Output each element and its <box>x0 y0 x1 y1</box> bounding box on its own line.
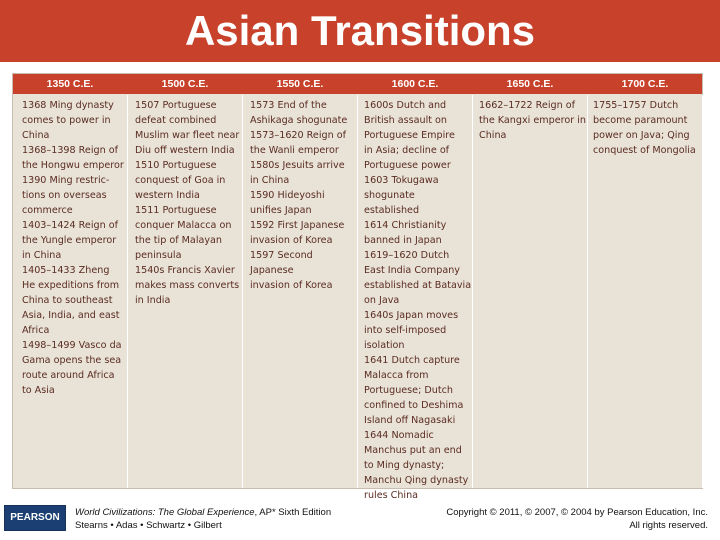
events-1650: 1662–1722 Reign of the Kangxi emperor in China <box>479 100 586 141</box>
events-1500: 1507 Portuguese defeat combined Muslim war fleet near Diu off western India 1510 Portuguese conquest of Goa in western India 1511 Portuguese conquer Malacca on the tip of Malayan peninsula 1540s Francis Xavier makes mass converts in India <box>135 100 240 306</box>
period-header-1650: 1650 C.E. <box>506 78 554 90</box>
pearson-logo: PEARSON <box>4 505 66 531</box>
rights-text: All rights reserved. <box>629 520 708 531</box>
book-citation <box>75 506 331 532</box>
events-1350: 1368 Ming dynasty comes to power in China 1368–1398 Reign of the Hongwu emperor 1390 Ming restric- tions on overseas commerce 1403–1424 Reign of the Yungle emperor in China 1405–1433 Zheng He expeditions from China to southeast Asia, India, and east Africa 1498–1499 Vasco da Gama opens the sea route around Africa to Asia <box>22 100 124 396</box>
slide-title: Asian Transitions <box>184 7 536 54</box>
period-header-1700: 1700 C.E. <box>621 78 669 90</box>
period-header-1600: 1600 C.E. <box>391 78 439 90</box>
book-title-line <box>75 506 331 519</box>
events-1600: 1600s Dutch and British assault on Portuguese Empire in Asia; decline of Portuguese power 1603 Tokugawa shogunate established 1614 Christianity banned in Japan 1619–1620 Dutch East India Company established at Batavia on Java 1640s Japan moves into self-imposed isolation 1641 Dutch capture Malacca from Portuguese; Dutch confined to Deshima Island off Nagasaki 1644 Nomadic Manchus put an end to Ming dynasty; Manchu Qing dynasty rules China <box>364 100 472 501</box>
book-edition: , AP* Sixth Edition <box>254 507 332 518</box>
period-header-1500: 1500 C.E. <box>161 78 209 90</box>
timeline-table <box>12 73 703 501</box>
events-1550: 1573 End of the Ashikaga shogunate 1573–1620 Reign of the Wanli emperor 1580s Jesuits arrive in China 1590 Hideyoshi unifies Japan 1592 First Japanese invasion of Korea 1597 Second Japanese invasion of Korea <box>250 100 348 291</box>
period-header-1350: 1350 C.E. <box>46 78 94 90</box>
copyright-notice <box>446 506 708 532</box>
book-title: World Civilizations: The Global Experience <box>75 507 255 518</box>
book-authors: Stearns • Adas • Schwartz • Gilbert <box>75 520 222 531</box>
period-header-1550: 1550 C.E. <box>276 78 324 90</box>
timeline-column-1650 <box>473 95 588 488</box>
timeline-header-row <box>13 74 702 94</box>
copyright-text: Copyright © 2011, © 2007, © 2004 by Pearson Education, Inc. <box>446 507 708 518</box>
events-1700: 1755–1757 Dutch become paramount power on Java; Qing conquest of Mongolia <box>593 100 696 156</box>
